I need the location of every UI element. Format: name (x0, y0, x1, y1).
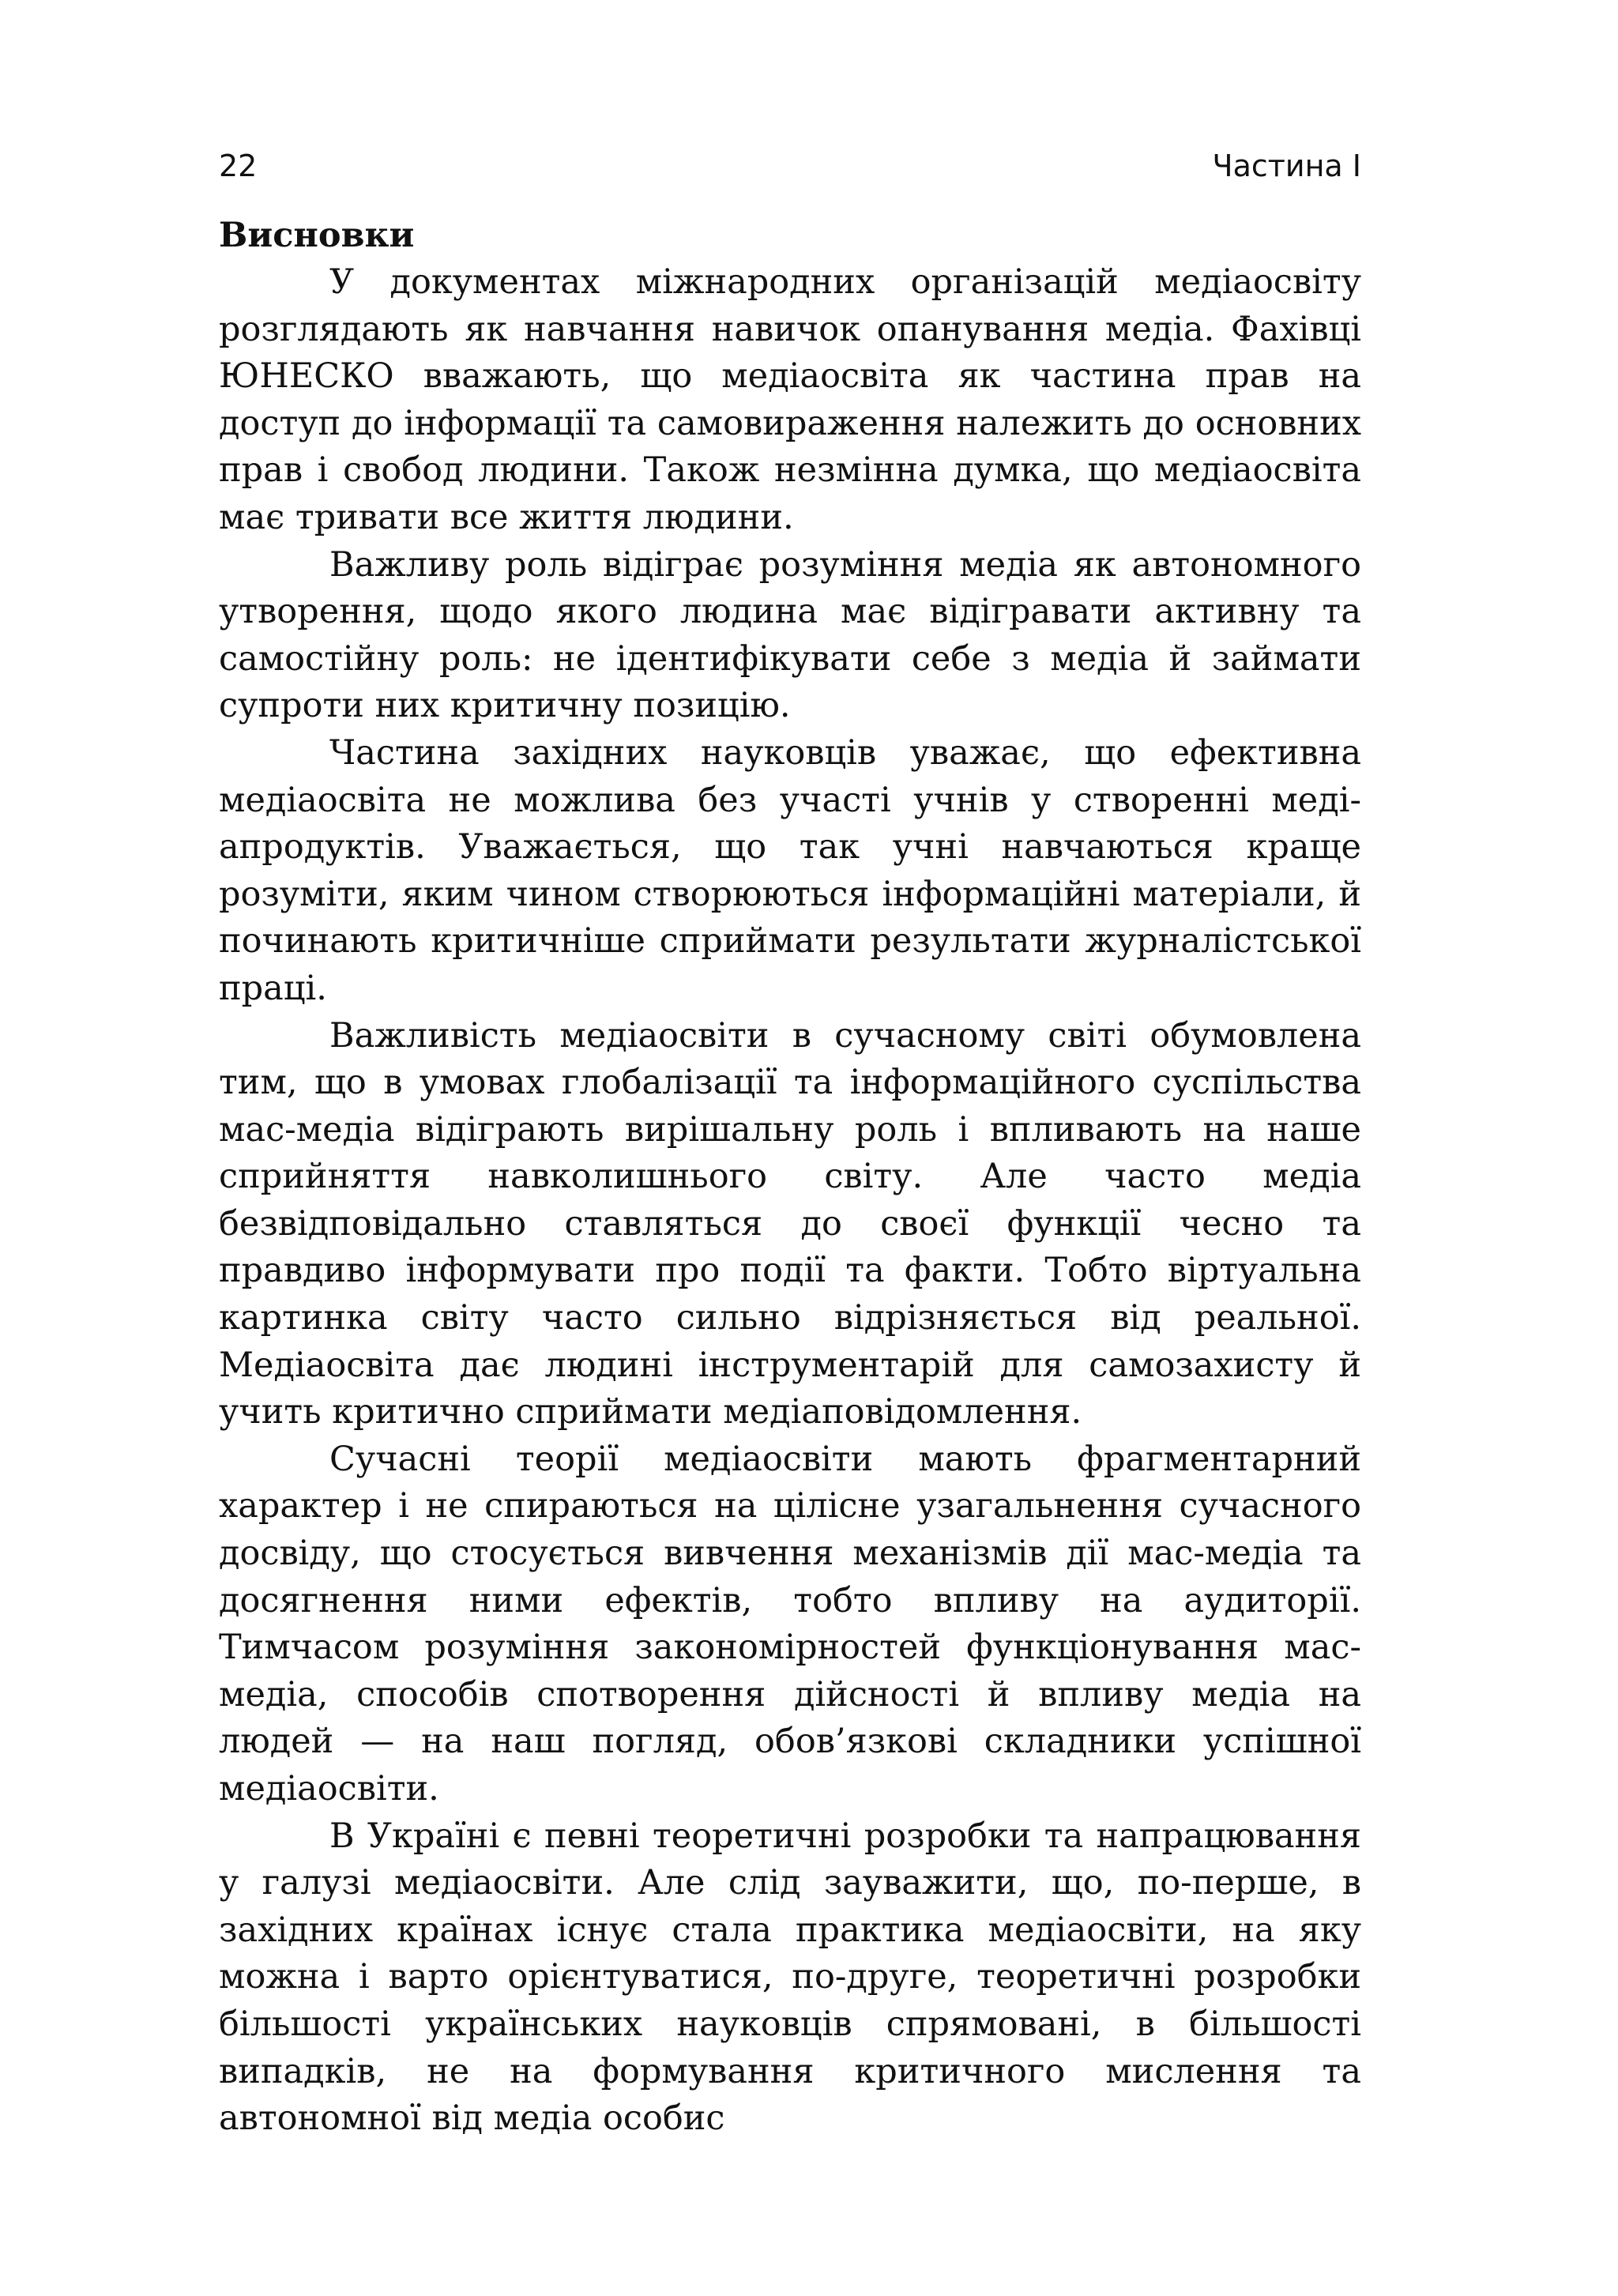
running-header (219, 142, 1361, 190)
page-number: 22 (219, 149, 258, 183)
paragraph-5: Сучасні теорії медіаосвіти мають фрагментарний характер і не спираються на цілісне узагальнення сучасного досвіду, що стосується вивчення механізмів дії мас-медіа та досягнення ними ефектів, тобто впливу на аудиторії. Тимчасом розуміння закономірностей функціонування мас-медіа, способів спотворення дійсності й впливу медіа на людей — на наш погляд, обов’язкові складники успішної медіаосвіти. (219, 1439, 1361, 1809)
paragraph-1: У документах міжнародних організацій медіаосвіту розглядають як навчання навичок опанування медіа. Фахівці ЮНЕСКО вважають, що медіаосвіта як частина прав на доступ до інформації та самовираження належить до основних прав і свобод людини. Також незмінна думка, що медіаосвіта має тривати все життя людини. (219, 262, 1361, 537)
running-section-title: Частина І (1212, 149, 1361, 183)
page-content (219, 212, 1361, 2143)
paragraph-4: Важливість медіаосвіти в сучасному світі обумовлена тим, що в умовах глобалізації та інформаційного суспільства мас-медіа відіграють вирішальну роль і впливають на наше сприйняття навколишнього світу. Але часто медіа безвідповідально ставляться до своєї функції чесно та правдиво інформувати про події та факти. Тобто віртуальна картинка світу часто сильно відрізняється від реальної. Медіаосвіта дає людині інструментарій для самозахисту й учить критично сприймати медіаповідомлення. (219, 1015, 1361, 1432)
paragraph-3: Частина західних науковців уважає, що ефективна медіаосвіта не можлива без участі учнів у створенні медіапродуктів. Уважається, що так учні навчаються краще розуміти, яким чином створюються інформаційні матеріали, й починають критичніше сприймати результати журналістської праці. (219, 732, 1361, 1008)
paragraph-6: В Україні є певні теоретичні розробки та напрацювання у галузі медіаосвіти. Але слід зауважити, що, по-перше, в західних країнах існує стала практика медіаосвіти, на яку можна і варто орієнтуватися, по-друге, теоретичні розробки більшості українських науковців спрямовані, в більшості випадків, не на формування критичного мислення та автономної від медіа особис (219, 1816, 1361, 2139)
section-heading: Висновки (219, 216, 415, 255)
paragraph-2: Важливу роль відіграє розуміння медіа як автономного утворення, щодо якого людина має відігравати активну та самостійну роль: не ідентифікувати себе з медіа й займати супроти них критичну позицію. (219, 544, 1361, 726)
